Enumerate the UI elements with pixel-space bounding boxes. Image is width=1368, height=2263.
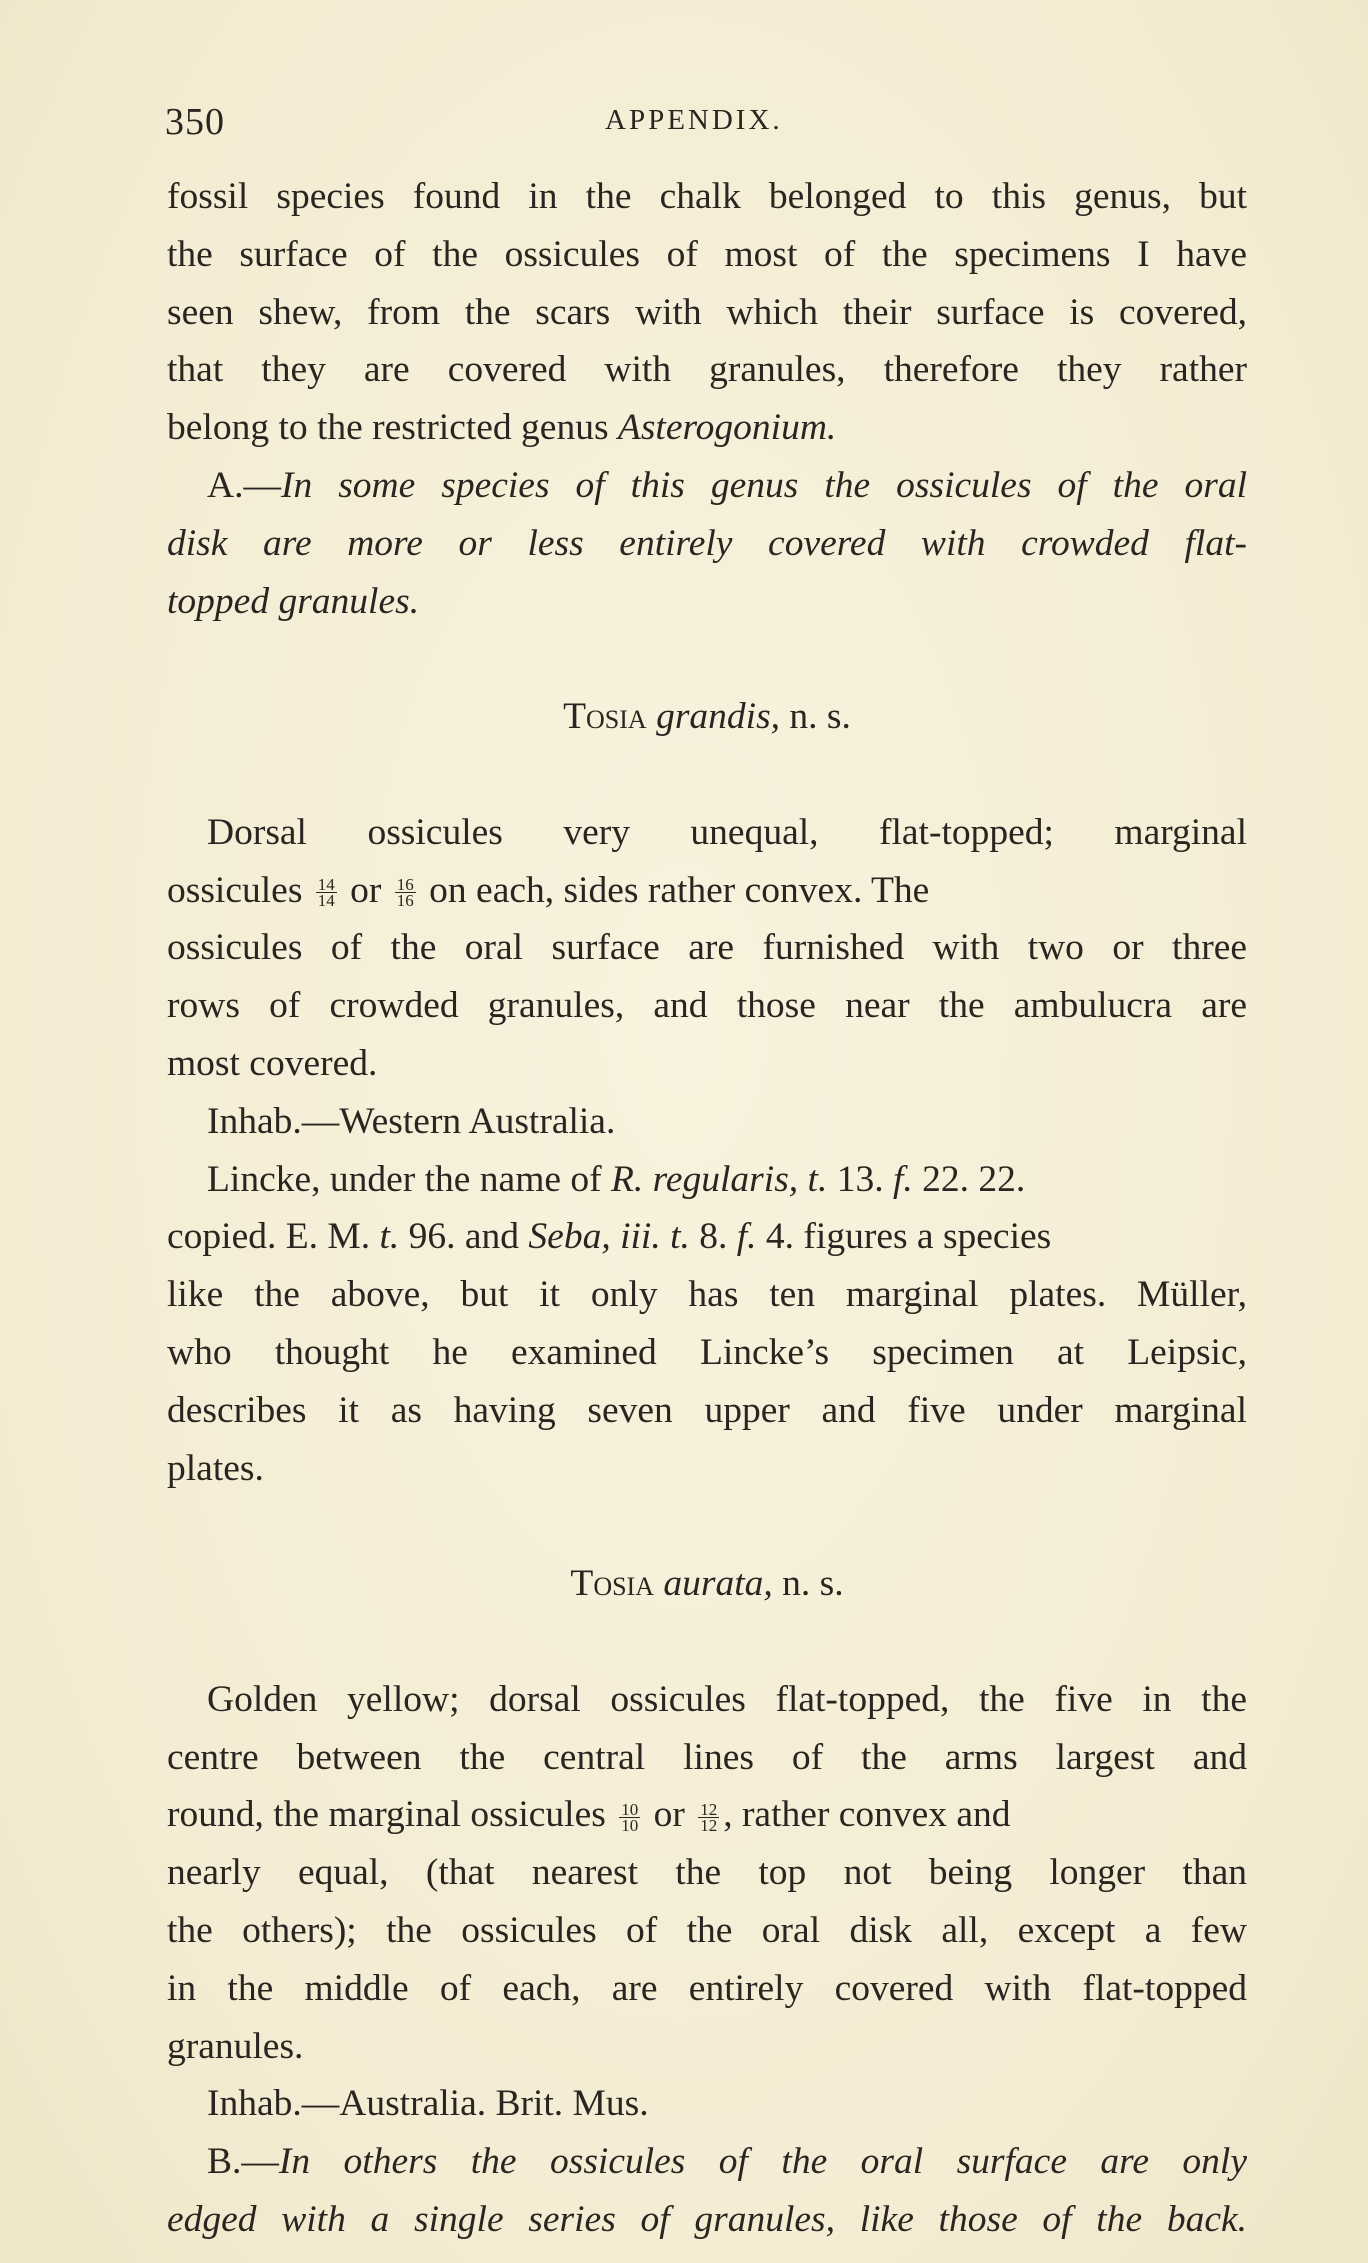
text-span: , rather convex and xyxy=(723,1794,1011,1836)
fraction xyxy=(316,875,337,911)
section-marker: B.— xyxy=(207,2141,279,2183)
genus-name: Asterogonium. xyxy=(617,407,837,449)
fraction-numerator: 10 xyxy=(621,1800,639,1820)
species-label: grandis, xyxy=(656,696,781,738)
spacer xyxy=(167,1613,1247,1671)
text-line: Dorsal ossicules very unequal, flat-topped; marginal xyxy=(207,811,1247,853)
text-span: round, the marginal ossicules xyxy=(167,1794,616,1836)
fraction xyxy=(698,1800,719,1836)
text-span: 4. figures a species xyxy=(756,1216,1052,1258)
text-span: 8. xyxy=(689,1216,737,1258)
spacer xyxy=(167,746,1247,804)
text-line: in the middle of each, are entirely covered with flat-topped xyxy=(167,1967,1247,2009)
text-line: Inhab.—Western Australia. xyxy=(207,1100,616,1142)
text-line: ossicules of the oral surface are furnished with two or three xyxy=(167,927,1247,969)
fraction-denominator: 16 xyxy=(396,891,414,911)
fraction-denominator: 12 xyxy=(700,1816,718,1836)
fraction xyxy=(619,1800,640,1836)
text-span: 22. 22. xyxy=(912,1158,1026,1200)
text-line: disk are more or less entirely covered with crowded flat- xyxy=(167,522,1247,564)
text-span: or xyxy=(340,869,391,911)
text-line: fossil species found in the chalk belonged to this genus, but xyxy=(167,176,1247,217)
genus-label: Tosia xyxy=(570,1563,654,1605)
text-line: centre between the central lines of the arms largest and xyxy=(167,1736,1247,1778)
text-line: most covered. xyxy=(167,1042,378,1084)
text-span: ossicules xyxy=(167,869,312,911)
species-label: aurata, xyxy=(663,1563,773,1605)
page-number: 350 xyxy=(165,101,225,143)
text-line: Inhab.—Australia. Brit. Mus. xyxy=(207,2083,649,2125)
running-head: APPENDIX. xyxy=(605,104,783,136)
genus-label: Tosia xyxy=(563,696,647,738)
text-line: edged with a single series of granules, like those of the back. xyxy=(167,2198,1247,2240)
text-span: n. s. xyxy=(780,696,851,738)
text-span: copied. E. M. xyxy=(167,1216,380,1258)
body-text xyxy=(167,168,1247,2249)
spacer xyxy=(167,1497,1247,1555)
text-line: plates. xyxy=(167,1447,264,1489)
text-span: In some species of this genus the ossicules of the oral xyxy=(280,464,1247,506)
fraction-denominator: 10 xyxy=(621,1816,639,1836)
text-line: topped granules. xyxy=(167,580,420,622)
text-span: Lincke, under the name of xyxy=(207,1158,612,1200)
text-line: that they are covered with granules, therefore they rather xyxy=(167,349,1247,391)
text-span: on each, sides rather convex. The xyxy=(419,869,930,911)
text-line: nearly equal, (that nearest the top not being longer than xyxy=(167,1852,1247,1894)
section-b-heading xyxy=(167,2133,1247,2191)
text-span: 96. and xyxy=(399,1216,529,1258)
fraction-numerator: 14 xyxy=(317,875,335,895)
text-line xyxy=(167,1208,1247,1266)
text-line xyxy=(167,1786,1247,1844)
fraction-numerator: 16 xyxy=(396,875,414,895)
text-span: 13. xyxy=(827,1158,893,1200)
section-a-heading xyxy=(167,457,1247,515)
text-span: f. xyxy=(892,1158,913,1200)
spacer xyxy=(167,630,1247,688)
text-line: describes it as having seven upper and five under marginal xyxy=(167,1389,1247,1431)
text-span: R. regularis, t. xyxy=(611,1158,828,1200)
fraction xyxy=(395,875,416,911)
text-line xyxy=(167,862,1247,920)
text-line: Golden yellow; dorsal ossicules flat-topped, the five in the xyxy=(207,1678,1247,1720)
species-heading xyxy=(167,1555,1247,1613)
section-marker: A.— xyxy=(207,464,281,506)
text-line: like the above, but it only has ten marginal plates. Müller, xyxy=(167,1274,1247,1316)
text-span: or xyxy=(644,1794,695,1836)
text-span: f. xyxy=(736,1216,757,1258)
text-span: In others the ossicules of the oral surface are only xyxy=(278,2141,1247,2183)
text-line: seen shew, from the scars with which their surface is covered, xyxy=(167,291,1247,333)
fraction-denominator: 14 xyxy=(317,891,335,911)
species-heading xyxy=(167,688,1247,746)
text-span: belong to the restricted genus xyxy=(167,407,618,449)
text-span: Seba, iii. t. xyxy=(528,1216,690,1258)
page-header xyxy=(165,100,1245,150)
text-span: n. s. xyxy=(772,1563,844,1605)
text-line xyxy=(167,1151,1247,1209)
text-line: rows of crowded granules, and those near the ambulucra are xyxy=(167,985,1247,1027)
text-line: the surface of the ossicules of most of the specimens I have xyxy=(167,233,1247,275)
text-line: the others); the ossicules of the oral disk all, except a few xyxy=(167,1909,1247,1951)
text-line: who thought he examined Lincke’s specimen at Leipsic, xyxy=(167,1331,1247,1373)
fraction-numerator: 12 xyxy=(700,1800,718,1820)
text-line: granules. xyxy=(167,2025,304,2067)
text-span: t. xyxy=(379,1216,400,1258)
text-line xyxy=(167,399,1247,457)
